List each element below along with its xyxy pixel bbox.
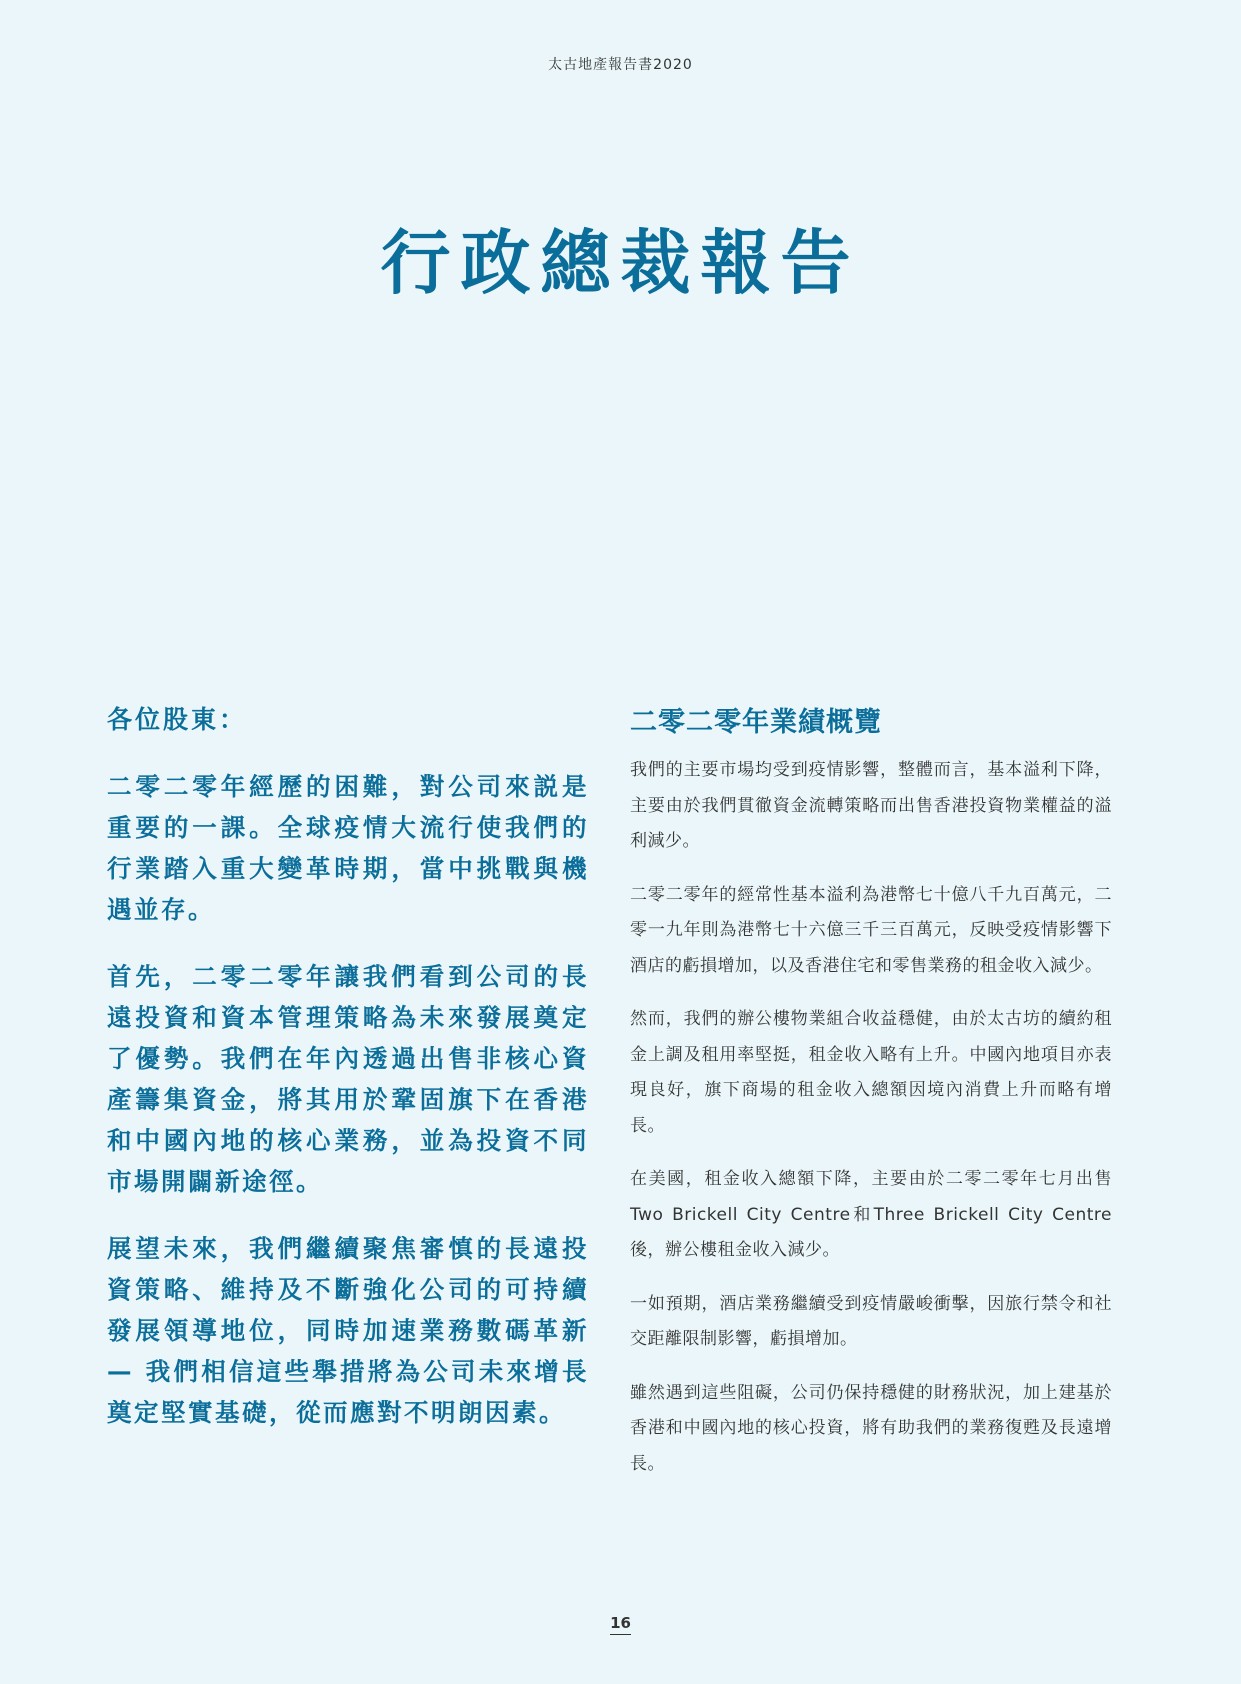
letter-paragraph: 展望未來，我們繼續聚焦審慎的長遠投資策略、維持及不斷強化公司的可持續發展領導地位，同時加速業務數碼革新 — 我們相信這些舉措將為公司未來增長奠定堅實基礎，從而應對不明朗因素。 [107, 1234, 589, 1427]
running-header: 太古地產報告書2020 [548, 57, 693, 73]
salutation: 各位股東： [107, 705, 248, 734]
overview-heading: 二零二零年業績概覽 [630, 707, 882, 738]
overview-paragraph: 在美國，租金收入總額下降，主要由於二零二零年七月出售Two Brickell City Centre和Three Brickell City Centre後，辦公樓租金收入減少。 [630, 1169, 1112, 1260]
letter-paragraph: 二零二零年經歷的困難，對公司來説是重要的一課。全球疫情大流行使我們的行業踏入重大變革時期，當中挑戰與機遇並存。 [107, 772, 589, 924]
overview-paragraph: 然而，我們的辦公樓物業組合收益穩健，由於太古坊的續約租金上調及租用率堅挺，租金收入略有上升。中國內地項目亦表現良好，旗下商場的租金收入總額因境內消費上升而略有增長。 [630, 1009, 1112, 1136]
overview-paragraph: 我們的主要市場均受到疫情影響，整體而言，基本溢利下降，主要由於我們貫徹資金流轉策略而出售香港投資物業權益的溢利減少。 [630, 760, 1112, 851]
overview-paragraph: 一如預期，酒店業務繼續受到疫情嚴峻衝擊，因旅行禁令和社交距離限制影響，虧損增加。 [630, 1293, 1112, 1349]
letter-paragraph: 首先，二零二零年讓我們看到公司的長遠投資和資本管理策略為未來發展奠定了優勢。我們在年內透過出售非核心資產籌集資金，將其用於鞏固旗下在香港和中國內地的核心業務，並為投資不同市場開闢新途徑。 [107, 962, 589, 1196]
page-title: 行政總裁報告 [380, 222, 861, 304]
letter-column [107, 700, 589, 1459]
page-number-label: 16 [610, 1614, 631, 1635]
page-number [0, 1614, 1241, 1635]
overview-paragraph: 二零二零年的經常性基本溢利為港幣七十億八千九百萬元，二零一九年則為港幣七十六億三千三百萬元，反映受疫情影響下酒店的虧損增加，以及香港住宅和零售業務的租金收入減少。 [630, 884, 1112, 976]
overview-paragraph: 雖然遇到這些阻礙，公司仍保持穩健的財務狀況，加上建基於香港和中國內地的核心投資，將有助我們的業務復甦及長遠增長。 [630, 1382, 1112, 1474]
overview-column [630, 703, 1112, 1500]
